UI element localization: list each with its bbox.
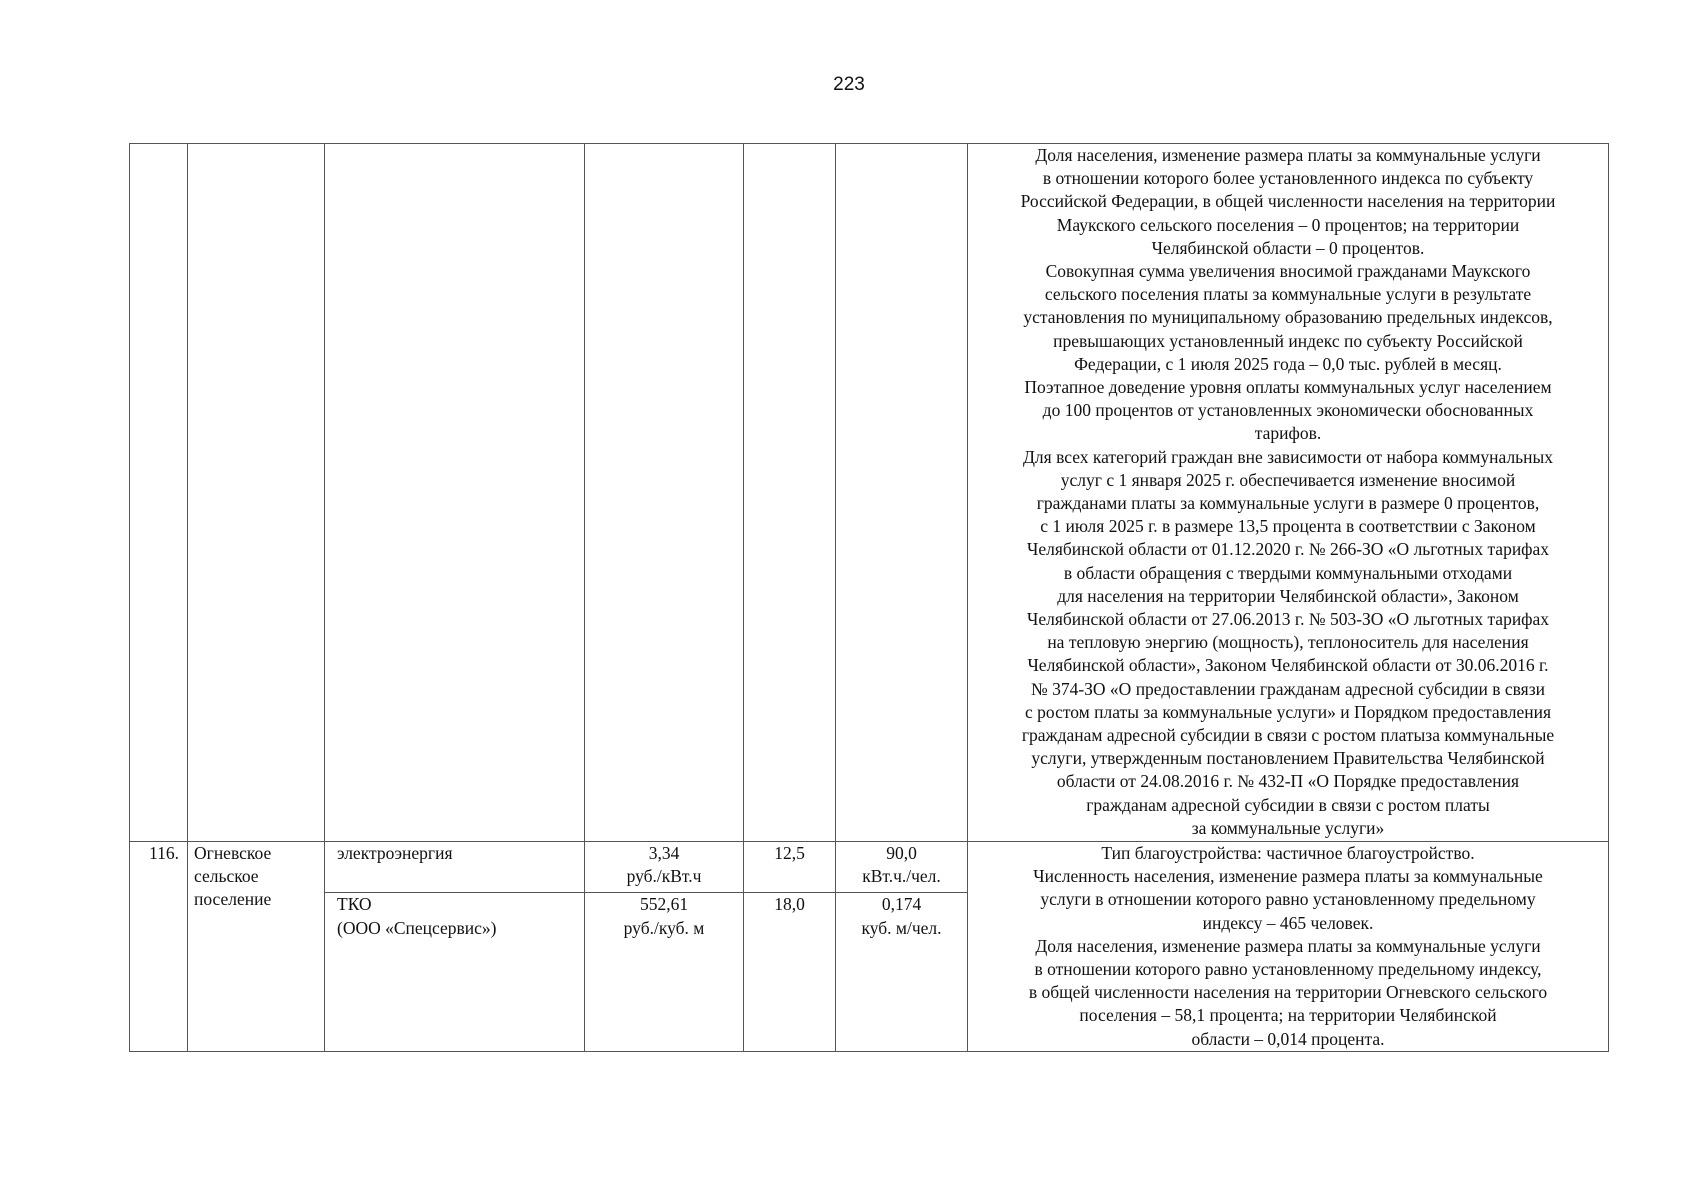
continuation-row — [130, 144, 1609, 842]
text-line: услуги, утвержденным постановлением Правительства Челябинской — [1031, 748, 1545, 769]
text-line: 90,0 — [886, 843, 917, 863]
service-index: 12,5 — [744, 842, 836, 893]
text-line: за коммунальные услуги» — [1191, 817, 1385, 838]
service-name — [325, 893, 585, 1051]
text-line: руб./куб. м — [623, 917, 705, 938]
text-line: индексу – 465 человек. — [1202, 912, 1374, 933]
text-line: кВт.ч./чел. — [862, 866, 941, 887]
text-line: 3,34 — [648, 843, 680, 863]
text-line: установления по муниципальному образованию предельных индексов, — [1023, 307, 1553, 328]
text-line: в общей численности населения на территории Огневского сельского — [1028, 982, 1548, 1003]
text-line: Российской Федерации, в общей численности населения на территории — [1020, 191, 1556, 212]
table-row-116-electricity — [130, 842, 1609, 893]
text-line: Для всех категорий граждан вне зависимости от набора коммунальных — [1022, 446, 1554, 467]
text-line: области – 0,014 процента. — [1191, 1028, 1385, 1049]
text-line: Огневское — [194, 843, 272, 863]
text-line: куб. м/чел. — [861, 917, 942, 938]
service-volume — [836, 893, 968, 1051]
text-line: Федерации, с 1 июля 2025 года – 0,0 тыс. рублей в месяц. — [1074, 353, 1502, 374]
text-line: до 100 процентов от установленных экономически обоснованных — [1042, 400, 1534, 421]
tariff-table — [129, 143, 1609, 1052]
row-number: 116. — [130, 842, 188, 1052]
text-line: сельское — [194, 866, 259, 887]
row-116-description — [968, 842, 1609, 1052]
cell-tariff — [585, 144, 744, 842]
text-line: сельского поселения платы за коммунальные услуги в результате — [1044, 284, 1532, 305]
text-line: поселения – 58,1 процента; на территории Челябинской — [1079, 1005, 1497, 1026]
text-line: в отношении которого более установленного индекса по субъекту — [1042, 168, 1534, 189]
text-line: в отношении которого равно установленному предельному индексу, — [1034, 959, 1542, 980]
text-line: ТКО — [337, 894, 372, 915]
text-line: на тепловую энергию (мощность), теплоноситель для населения — [1047, 632, 1529, 653]
text-line: с ростом платы за коммунальные услуги» и Порядком предоставления — [1025, 701, 1551, 722]
text-line: для населения на территории Челябинской области», Законом — [1057, 585, 1519, 606]
text-line: Доля населения, изменение размера платы за коммунальные услуги — [1035, 935, 1541, 956]
text-line: превышающих установленный индекс по субъекту Российской — [1053, 330, 1523, 351]
cell-number — [130, 144, 188, 842]
municipality-name — [188, 842, 325, 1052]
text-line: услуги в отношении которого равно установленному предельному — [1040, 889, 1536, 910]
text-line: гражданам адресной субсидии в связи с ростом платы — [1086, 794, 1490, 815]
text-line: Доля населения, изменение размера платы за коммунальные услуги — [1035, 145, 1541, 165]
text-line: области от 24.08.2016 г. № 432-П «О Порядке предоставления — [1056, 771, 1520, 792]
page-number: 223 — [833, 74, 865, 95]
text-line: Челябинской области – 0 процентов. — [1151, 237, 1425, 258]
cell-description — [968, 144, 1609, 842]
text-line: Челябинской области от 01.12.2020 г. № 266-ЗО «О льготных тарифах — [1026, 539, 1550, 560]
text-line: № 374-ЗО «О предоставлении гражданам адресной субсидии в связи — [1031, 678, 1545, 699]
text-line: Челябинской области», Законом Челябинской области от 30.06.2016 г. — [1027, 655, 1549, 676]
text-line: (ООО «Спецсервис») — [337, 917, 497, 938]
text-line: гражданами платы за коммунальные услуги в размере 0 процентов, — [1036, 493, 1540, 514]
cell-municipality — [188, 144, 325, 842]
text-line: Численность населения, изменение размера платы за коммунальные — [1033, 866, 1543, 887]
cell-service — [325, 144, 585, 842]
cell-volume — [836, 144, 968, 842]
text-line: тарифов. — [1254, 423, 1322, 444]
continuation-description — [976, 144, 1600, 840]
service-volume — [836, 842, 968, 893]
cell-index — [744, 144, 836, 842]
text-line: Поэтапное доведение уровня оплаты коммунальных услуг населением — [1024, 377, 1552, 398]
text-line: электроэнергия — [337, 843, 453, 863]
text-line: услуг с 1 января 2025 г. обеспечивается изменение вносимой — [1060, 469, 1516, 490]
service-tariff — [585, 842, 744, 893]
text-line: в области обращения с твердыми коммунальными отходами — [1063, 562, 1513, 583]
text-line: 0,174 — [881, 894, 922, 915]
text-line: Челябинской области от 27.06.2013 г. № 503-ЗО «О льготных тарифах — [1026, 609, 1550, 630]
service-tariff — [585, 893, 744, 1051]
text-line: поселение — [194, 889, 272, 910]
text-line: гражданам адресной субсидии в связи с ростом платыза коммунальные — [1021, 725, 1555, 746]
service-index: 18,0 — [744, 893, 836, 1051]
text-line: руб./кВт.ч — [626, 866, 702, 887]
text-line: Тип благоустройства: частичное благоустройство. — [1101, 843, 1475, 863]
text-line: 552,61 — [639, 894, 689, 915]
text-line: Совокупная сумма увеличения вносимой гражданами Маукского — [1045, 261, 1531, 282]
service-name — [325, 842, 585, 893]
text-line: с 1 июля 2025 г. в размере 13,5 процента в соответствии с Законом — [1040, 516, 1536, 537]
text-line: Маукского сельского поселения – 0 процентов; на территории — [1056, 214, 1520, 235]
